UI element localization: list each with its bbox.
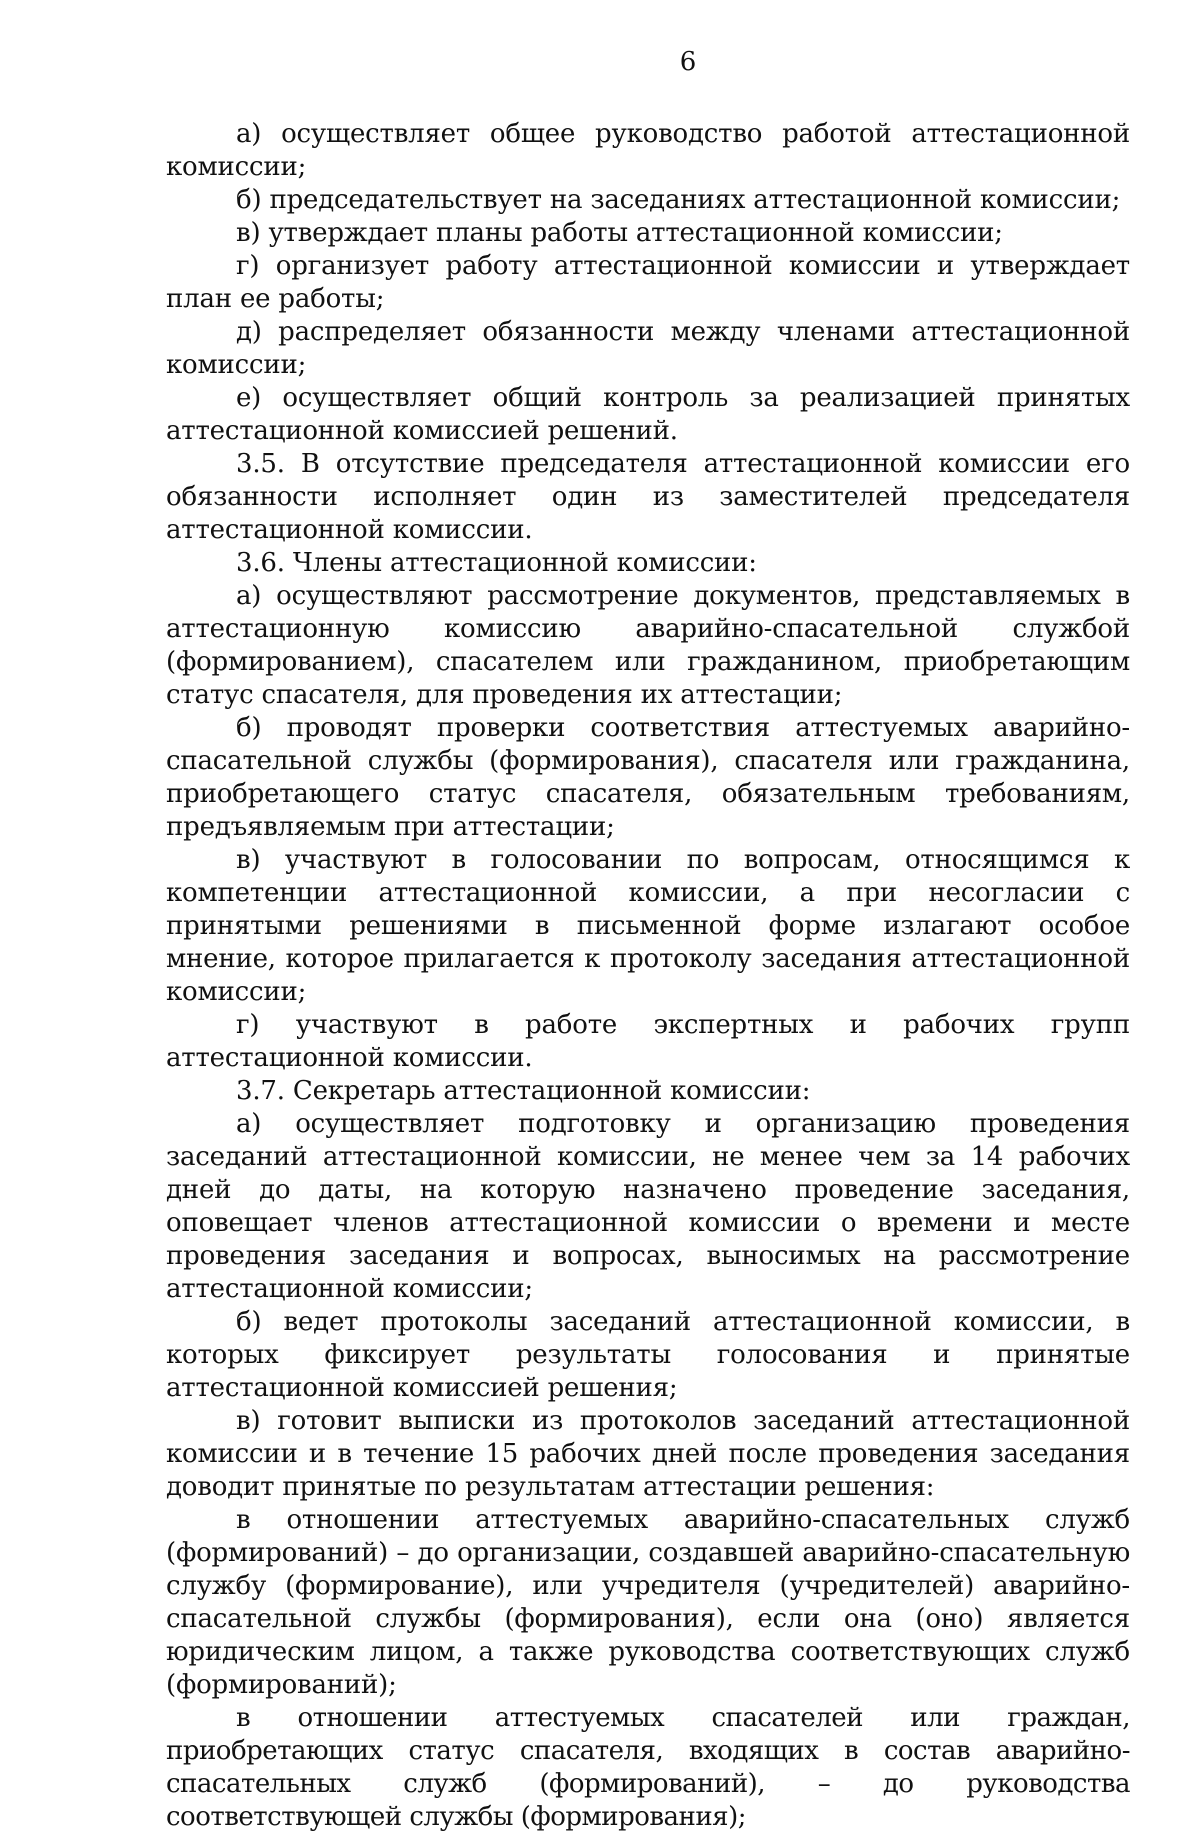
- paragraph: в) готовит выписки из протоколов заседаний аттестационной комиссии и в течение 15 рабочих дней после проведения заседания доводит принятые по результатам аттестации решения:: [166, 1406, 1130, 1502]
- page-number: 6: [679, 47, 697, 77]
- paragraph: в отношении аттестуемых аварийно-спасательных служб (формирований) – до организации, создавшей аварийно-спасательную службу (формирование), или учредителя (учредителей) аварийно-спасательной службы (формирования), если она (оно) является юридическим лицом, а также руководства соответствующих служб (формирований);: [166, 1505, 1130, 1700]
- document-body: [166, 118, 1130, 1834]
- paragraph: а) осуществляет подготовку и организацию проведения заседаний аттестационной комиссии, не менее чем за 14 рабочих дней до даты, на которую назначено проведение заседания, оповещает членов аттестационной комиссии о времени и месте проведения заседания и вопросах, выносимых на рассмотрение аттестационной комиссии;: [166, 1109, 1130, 1304]
- paragraph: г) участвуют в работе экспертных и рабочих групп аттестационной комиссии.: [166, 1010, 1130, 1073]
- paragraph: е) осуществляет общий контроль за реализацией принятых аттестационной комиссией решений.: [166, 383, 1130, 446]
- paragraph: а) осуществляет общее руководство работой аттестационной комиссии;: [166, 119, 1130, 182]
- paragraph: б) проводят проверки соответствия аттестуемых аварийно-спасательной службы (формирования), спасателя или гражданина, приобретающего статус спасателя, обязательным требованиям, предъявляемым при аттестации;: [166, 713, 1130, 842]
- paragraph: в) утверждает планы работы аттестационной комиссии;: [236, 218, 1003, 248]
- paragraph: б) ведет протоколы заседаний аттестационной комиссии, в которых фиксирует результаты голосования и принятые аттестационной комиссией решения;: [166, 1307, 1130, 1403]
- paragraph: в) участвуют в голосовании по вопросам, относящимся к компетенции аттестационной комиссии, а при несогласии с принятыми решениями в письменной форме излагают особое мнение, которое прилагается к протоколу заседания аттестационной комиссии;: [166, 845, 1130, 1007]
- paragraph: д) распределяет обязанности между членами аттестационной комиссии;: [166, 317, 1130, 380]
- paragraph: а) осуществляют рассмотрение документов, представляемых в аттестационную комиссию аварийно-спасательной службой (формированием), спасателем или гражданином, приобретающим статус спасателя, для проведения их аттестации;: [166, 581, 1130, 710]
- paragraph: 3.6. Члены аттестационной комиссии:: [236, 548, 757, 578]
- paragraph: 3.7. Секретарь аттестационной комиссии:: [236, 1076, 811, 1106]
- paragraph: в отношении аттестуемых спасателей или граждан, приобретающих статус спасателя, входящих в состав аварийно-спасательных служб (формирований), – до руководства соответствующей службы (формирования);: [166, 1703, 1130, 1832]
- paragraph: 3.5. В отсутствие председателя аттестационной комиссии его обязанности исполняет один из заместителей председателя аттестационной комиссии.: [166, 449, 1130, 545]
- paragraph: б) председательствует на заседаниях аттестационной комиссии;: [236, 185, 1121, 215]
- paragraph: г) организует работу аттестационной комиссии и утверждает план ее работы;: [166, 251, 1130, 314]
